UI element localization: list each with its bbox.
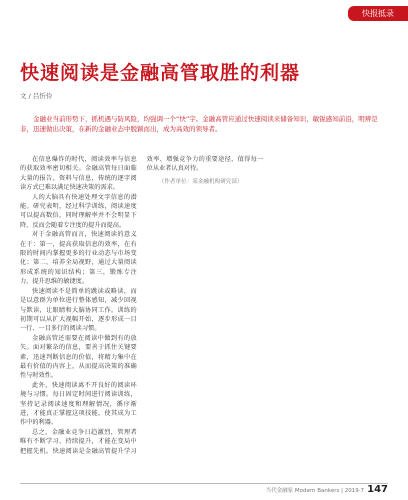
author-footnote: （作者单位：某金融机构研究部）	[158, 178, 243, 185]
section-tag: 快报抵录	[348, 6, 408, 21]
body-paragraph: 总之，金融业竞争日趋激烈，管理者唯有不断学习、持续提升，才能在变局中把握先机。快速阅读是金融高管提升学习效率、增强竞争力的重要途径，值得每一位从业者认真对待。	[20, 156, 264, 455]
article-body	[20, 155, 390, 473]
body-paragraph: 人的大脑具有快速处理文字信息的潜能。研究表明，经过科学训练，阅读速度可以提高数倍，同时理解率并不会明显下降，反而会随着专注度的提升而提高。	[20, 193, 137, 229]
footer-journal-name: 当代金融家 Modern Bankers | 2019·7	[265, 488, 364, 494]
page-number: 147	[367, 484, 388, 495]
body-paragraph: 在信息爆炸的时代，阅读效率与信息的获取效率密切相关。金融高管每日面临大量的报告、资料与信息，传统的逐字阅读方式已难以满足快速决策的需求。	[20, 156, 137, 192]
body-paragraph: 金融高管还需要在阅读中做到有的放矢。面对繁杂的信息，要善于抓住关键要素，迅速判断信息的价值，将精力集中在最有价值的内容上，从而提高决策的准确性与时效性。	[20, 334, 137, 380]
article-abstract: 金融业当前形势下，抓机遇与防风险，均强调一个“快”字。金融高管应通过快速阅读来储备知识，敏锐感知前沿，明辨是非，迅速做出决策，在新的金融业态中脱颖而出，成为高效的领导者。	[20, 115, 378, 133]
footer-divider	[20, 483, 388, 484]
body-paragraph: 此外，快速阅读离不开良好的阅读环境与习惯。每日固定时间进行阅读训练，坚持记录阅读速度和理解情况，循序渐进，才能真正掌握这项技能，使其成为工作中的利器。	[20, 381, 137, 427]
body-paragraph: 快速阅读不是简单的跳读或略读，而是以意群为单位进行整体感知，减少回视与默读，让眼睛和大脑协同工作。训练的初期可以从扩大视幅开始，逐步形成一目一行、一目多行的阅读习惯。	[20, 287, 137, 333]
body-paragraph: 对于金融高管而言，快速阅读的意义在于：第一，提高获取信息的效率，在有限的时间内掌握更多的行业动态与市场变化；第二，培养全局视野，通过大量阅读形成系统的知识结构；第三，锻炼专注力，提升思维的敏捷度。	[20, 231, 137, 286]
article-title: 快速阅读是金融高管取胜的利器	[20, 62, 301, 84]
article-byline: 文 / 吕忻伶	[20, 92, 53, 100]
